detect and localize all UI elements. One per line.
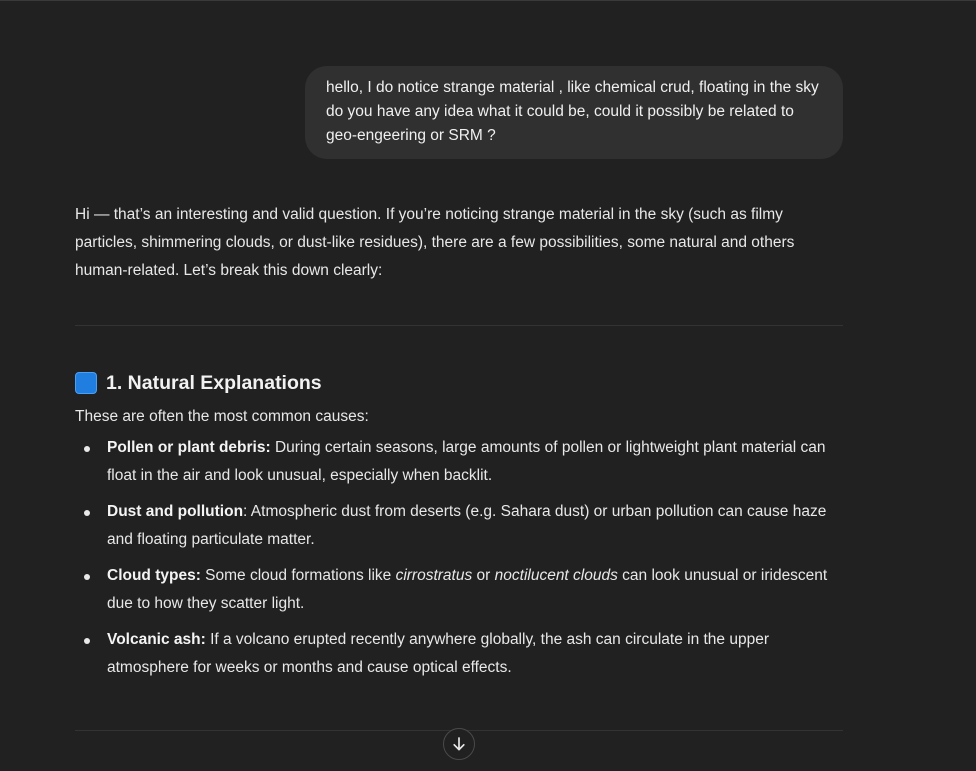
- assistant-intro: Hi — that’s an interesting and valid question. If you’re noticing strange material in the sky (such as filmy particles, shimmering clouds, or dust-like residues), there are a few possibilities, some natural and others human-related. Let’s break this down clearly:: [75, 206, 795, 279]
- bullet-icon: [84, 510, 90, 516]
- bullet-icon: [84, 638, 90, 644]
- item-text: : Atmospheric dust from deserts (e.g. Sahara dust) or urban pollution can cause haze and floating particulate matter.: [107, 503, 827, 548]
- section-heading: [75, 367, 845, 399]
- natural-explanations-section: [75, 367, 845, 690]
- divider: [75, 325, 843, 326]
- item-term: Cloud types:: [107, 567, 201, 584]
- section-title: 1. Natural Explanations: [106, 371, 322, 394]
- bullet-icon: [84, 446, 90, 452]
- causes-list: [75, 434, 845, 682]
- item-emphasis: noctilucent clouds: [494, 567, 618, 584]
- user-message-bubble: [305, 66, 843, 159]
- list-item: [75, 562, 845, 618]
- item-text: During certain seasons, large amounts of pollen or lightweight plant material can float in the air and look unusual, especially when backlit.: [107, 439, 826, 484]
- item-text: If a volcano erupted recently anywhere globally, the ash can circulate in the upper atmosphere for weeks or months and cause optical effects.: [107, 631, 769, 676]
- item-term: Dust and pollution: [107, 503, 244, 520]
- section-lead: These are often the most common causes:: [75, 408, 369, 425]
- item-emphasis: cirrostratus: [395, 567, 473, 584]
- bullet-icon: [84, 574, 90, 580]
- item-text: or: [472, 567, 495, 584]
- scroll-to-bottom-button[interactable]: [443, 728, 475, 760]
- item-term: Pollen or plant debris:: [107, 439, 271, 456]
- item-text: Some cloud formations like: [200, 567, 396, 584]
- list-item: [75, 498, 845, 554]
- assistant-message: [75, 201, 845, 285]
- list-item: [75, 626, 845, 682]
- list-item: [75, 434, 845, 490]
- arrow-down-icon: [451, 736, 467, 752]
- item-text: can look unusual or iridescent due to how they scatter light.: [107, 567, 828, 612]
- user-message-text: hello, I do notice strange material , like chemical crud, floating in the sky do you have any idea what it could be, could it possibly be related to geo-engeering or SRM ?: [326, 79, 819, 144]
- blue-square-icon: [75, 372, 97, 394]
- item-term: Volcanic ash:: [107, 631, 206, 648]
